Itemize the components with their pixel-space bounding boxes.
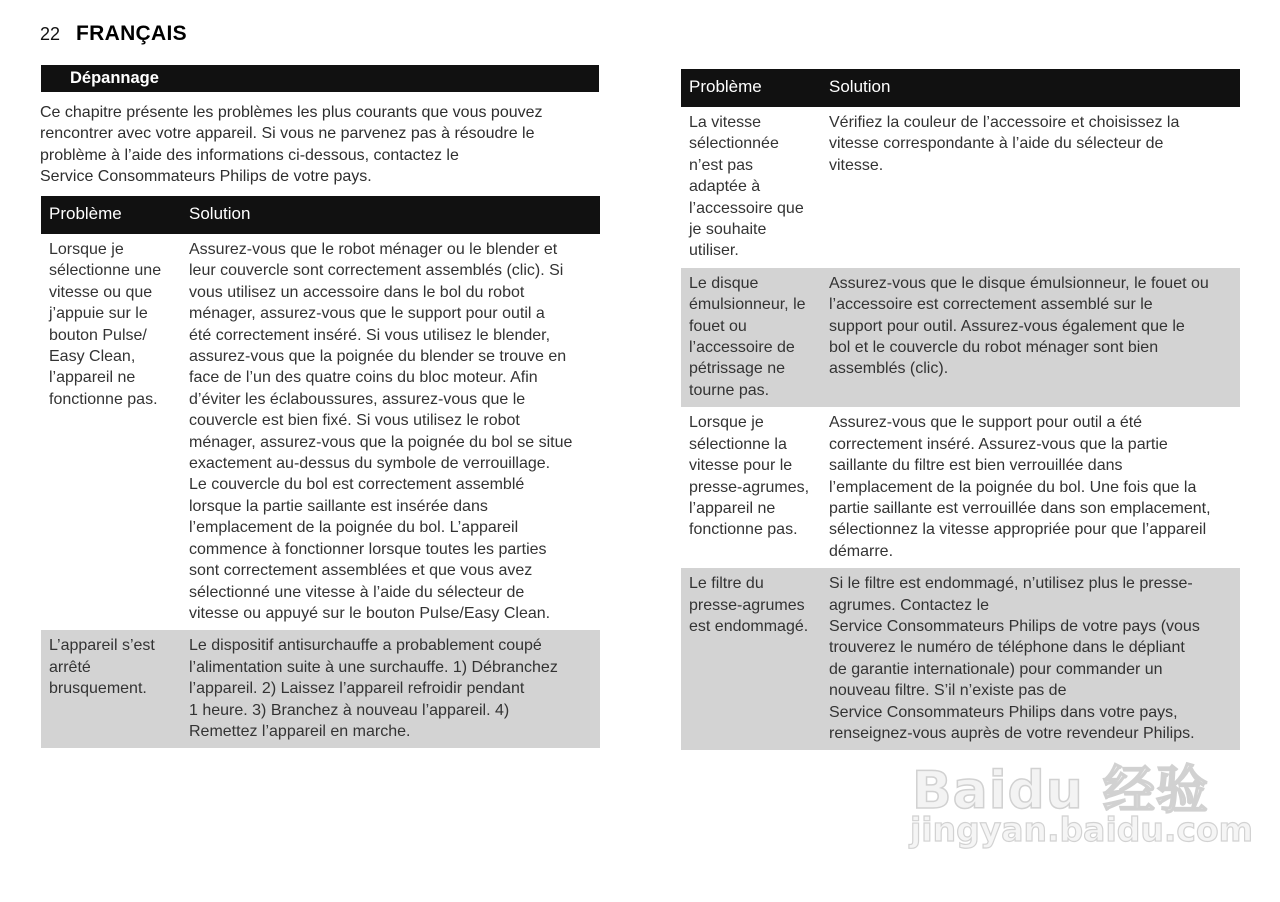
- problem-text-line: utiliser.: [689, 242, 739, 260]
- solution-text-line: support pour outil. Assurez-vous également que le: [829, 317, 1185, 335]
- solution-cell: [821, 568, 1240, 750]
- page-number: 22: [40, 24, 61, 44]
- solution-text-line: sélectionnez la vitesse appropriée pour que l’appareil: [829, 521, 1207, 539]
- solution-cell: [821, 407, 1240, 568]
- problem-text-line: Le filtre du: [689, 575, 764, 593]
- solution-text-line: d’éviter les éclaboussures, assurez-vous que le: [189, 390, 526, 408]
- table-header-row: [681, 69, 1240, 107]
- problem-text-line: l’accessoire que: [689, 199, 804, 217]
- intro-line: Ce chapitre présente les problèmes les plus courants que vous pouvez: [40, 104, 543, 121]
- solution-text-line: leur couvercle sont correctement assemblés (clic). Si: [189, 262, 564, 280]
- solution-column-header: Solution: [181, 196, 600, 234]
- problem-text-line: émulsionneur, le: [689, 296, 806, 314]
- solution-text-line: de garantie internationale) pour commander un: [829, 660, 1163, 678]
- solution-text-line: Le dispositif antisurchauffe a probablement coupé: [189, 637, 542, 655]
- problem-text-line: tourne pas.: [689, 381, 770, 399]
- troubleshooting-table-right: [681, 69, 1240, 750]
- problem-text-line: adaptée à: [689, 178, 761, 196]
- solution-text-line: renseignez-vous auprès de votre revendeur Philips.: [829, 724, 1195, 742]
- problem-text-line: Lorsque je: [689, 414, 764, 432]
- table-header-row: [41, 196, 600, 234]
- problem-text-line: vitesse pour le: [689, 457, 793, 475]
- solution-text-line: ménager, assurez-vous que la poignée du bol se situe: [189, 433, 573, 451]
- solution-text-line: 1 heure. 3) Branchez à nouveau l’appareil. 4): [189, 701, 510, 719]
- baidu-watermark: [900, 748, 1254, 858]
- solution-text-line: démarre.: [829, 542, 894, 560]
- page-header: [40, 22, 187, 52]
- table-row: [681, 407, 1240, 568]
- solution-text-line: Service Consommateurs Philips dans votre pays,: [829, 703, 1178, 721]
- solution-text-line: lorsque la partie saillante est insérée dans: [189, 497, 488, 515]
- solution-text-line: Remettez l’appareil en marche.: [189, 722, 411, 740]
- problem-text-line: L’appareil s’est: [49, 637, 155, 655]
- problem-text-line: arrêté: [49, 658, 91, 676]
- problem-text-line: Lorsque je: [49, 241, 124, 258]
- intro-line: rencontrer avec votre appareil. Si vous ne parvenez pas à résoudre le: [40, 125, 535, 143]
- solution-text-line: couvercle est bien fixé. Si vous utilisez le robot: [189, 412, 520, 430]
- solution-text-line: vitesse ou appuyé sur le bouton Pulse/Easy Clean.: [189, 604, 551, 622]
- solution-text-line: Assurez-vous que le disque émulsionneur, le fouet ou: [829, 274, 1209, 292]
- problem-cell: [41, 630, 181, 748]
- solution-text-line: l’emplacement de la poignée du bol. L’appareil: [189, 519, 519, 537]
- intro-line: problème à l’aide des informations ci-dessous, contactez le: [40, 146, 459, 164]
- section-title: Dépannage: [41, 65, 599, 92]
- solution-cell: [181, 234, 600, 630]
- solution-text-line: Assurez-vous que le robot ménager ou le blender et: [189, 241, 558, 258]
- solution-text-line: ménager, assurez-vous que le support pour outil a: [189, 305, 545, 323]
- watermark-url: jingyan.baidu.com: [910, 810, 1254, 849]
- problem-cell: [681, 407, 821, 568]
- problem-text-line: sélectionne la: [689, 435, 787, 453]
- solution-text-line: Service Consommateurs Philips de votre pays (vous: [829, 617, 1200, 635]
- solution-text-line: assemblés (clic).: [829, 360, 949, 378]
- table-row: [681, 568, 1240, 750]
- problem-text-line: l’appareil ne: [689, 499, 776, 517]
- solution-text-line: commence à fonctionner lorsque toutes les parties: [189, 540, 547, 558]
- table-row: [41, 234, 600, 630]
- problem-text-line: vitesse ou que: [49, 283, 153, 301]
- problem-cell: [681, 268, 821, 407]
- problem-cell: [41, 234, 181, 630]
- solution-text-line: vitesse.: [829, 156, 884, 174]
- solution-text-line: Assurez-vous que le support pour outil a été: [829, 414, 1143, 432]
- solution-text-line: vous utilisez un accessoire dans le bol du robot: [189, 283, 525, 301]
- problem-text-line: fonctionne pas.: [689, 521, 798, 539]
- solution-text-line: l’appareil. 2) Laissez l’appareil refroidir pendant: [189, 680, 525, 698]
- solution-text-line: l’emplacement de la poignée du bol. Une fois que la: [829, 478, 1197, 496]
- solution-cell: [821, 107, 1240, 268]
- problem-text-line: presse-agrumes,: [689, 478, 810, 496]
- problem-text-line: l’appareil ne: [49, 369, 136, 387]
- problem-text-line: je souhaite: [689, 221, 767, 239]
- solution-text-line: trouverez le numéro de téléphone dans le dépliant: [829, 639, 1185, 657]
- problem-text-line: La vitesse: [689, 114, 762, 131]
- problem-text-line: n’est pas: [689, 156, 754, 174]
- intro-line: Service Consommateurs Philips de votre pays.: [40, 167, 372, 185]
- table-row: [681, 268, 1240, 407]
- language-title: FRANÇAIS: [76, 22, 187, 45]
- solution-text-line: Vérifiez la couleur de l’accessoire et choisissez la: [829, 114, 1180, 131]
- troubleshooting-table-left: [41, 196, 600, 748]
- problem-text-line: Easy Clean,: [49, 348, 136, 366]
- watermark-logo: Baidu 经验: [912, 761, 1209, 821]
- problem-text-line: Le disque: [689, 274, 759, 292]
- solution-text-line: saillante du filtre est bien verrouillée dans: [829, 457, 1123, 475]
- solution-text-line: Le couvercle du bol est correctement assemblé: [189, 476, 525, 494]
- solution-text-line: nouveau filtre. S’il n’existe pas de: [829, 682, 1067, 700]
- problem-text-line: est endommagé.: [689, 617, 809, 635]
- problem-text-line: pétrissage ne: [689, 360, 786, 378]
- solution-text-line: correctement inséré. Assurez-vous que la partie: [829, 435, 1168, 453]
- problem-text-line: j’appuie sur le: [49, 305, 148, 323]
- problem-text-line: bouton Pulse/: [49, 326, 147, 344]
- problem-text-line: sélectionnée: [689, 135, 779, 153]
- solution-text-line: assurez-vous que la poignée du blender se trouve en: [189, 348, 567, 366]
- solution-text-line: partie saillante est verrouillée dans son emplacement,: [829, 499, 1211, 517]
- problem-column-header: Problème: [681, 69, 821, 107]
- problem-text-line: sélectionne une: [49, 262, 162, 280]
- problem-text-line: l’accessoire de: [689, 339, 795, 357]
- solution-text-line: sont correctement assemblées et que vous avez: [189, 562, 533, 580]
- solution-text-line: sélectionné une vitesse à l’aide du sélecteur de: [189, 583, 525, 601]
- problem-text-line: fonctionne pas.: [49, 390, 158, 408]
- solution-column-header: Solution: [821, 69, 1240, 107]
- solution-text-line: face de l’un des quatre coins du bloc moteur. Afin: [189, 369, 538, 387]
- problem-cell: [681, 107, 821, 268]
- problem-text-line: presse-agrumes: [689, 596, 805, 614]
- solution-text-line: l’alimentation suite à une surchauffe. 1) Débranchez: [189, 658, 558, 676]
- solution-text-line: exactement au-dessus du symbole de verrouillage.: [189, 455, 551, 473]
- solution-text-line: vitesse correspondante à l’aide du sélecteur de: [829, 135, 1164, 153]
- table-row: [681, 107, 1240, 268]
- problem-text-line: fouet ou: [689, 317, 747, 335]
- solution-text-line: agrumes. Contactez le: [829, 596, 990, 614]
- solution-text-line: Si le filtre est endommagé, n’utilisez plus le presse-: [829, 575, 1193, 593]
- problem-column-header: Problème: [41, 196, 181, 234]
- solution-text-line: l’accessoire est correctement assemblé sur le: [829, 296, 1153, 314]
- solution-cell: [821, 268, 1240, 407]
- table-row: [41, 630, 600, 748]
- intro-paragraph: [40, 102, 600, 187]
- solution-text-line: bol et le couvercle du robot ménager sont bien: [829, 339, 1159, 357]
- solution-cell: [181, 630, 600, 748]
- problem-text-line: brusquement.: [49, 680, 147, 698]
- solution-text-line: été correctement inséré. Si vous utilisez le blender,: [189, 326, 551, 344]
- problem-cell: [681, 568, 821, 750]
